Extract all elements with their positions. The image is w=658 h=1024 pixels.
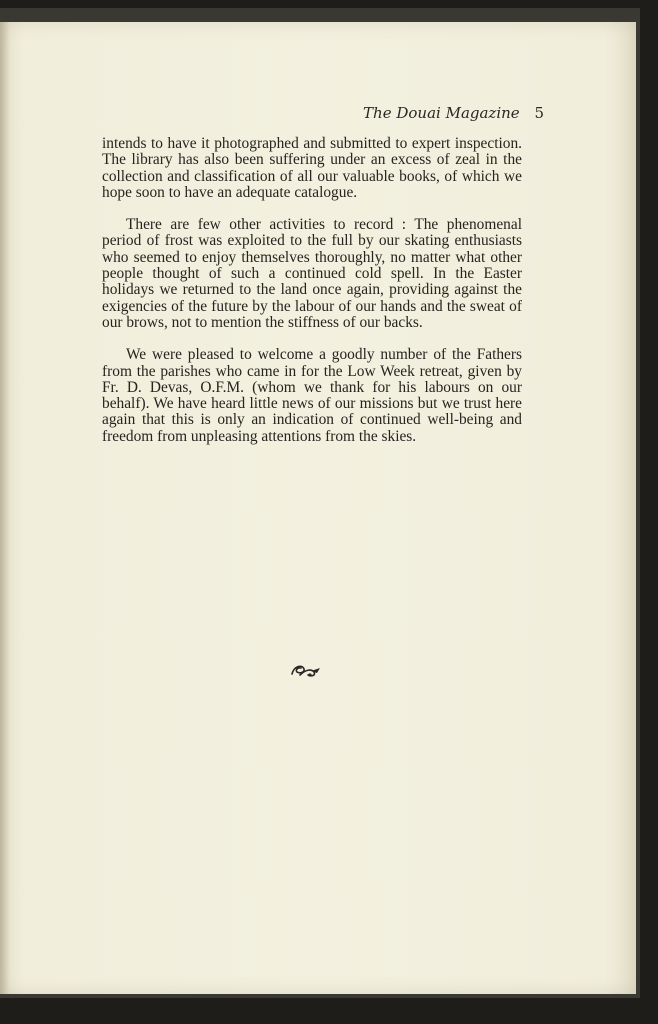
paragraph-continuation: intends to have it photographed and submitted to expert inspection. The library has also been suffering under an excess of zeal in the collection and classification of all our valuable books, of which we hope soon to have an adequate catalogue. — [102, 135, 522, 201]
running-head — [363, 104, 544, 122]
fleuron-ornament-icon — [286, 660, 326, 680]
running-head-title: The Douai Magazine — [363, 104, 520, 122]
paragraph-retreat: We were pleased to welcome a goodly number of the Fathers from the parishes who came in for the Low Week retreat, given by Fr. D. Devas, O.F.M. (whom we thank for his labours on our behalf). We have heard little news of our missions but we trust here again that this is only an indication of continued well-being and freedom from unpleasing attentions from the skies. — [102, 346, 522, 445]
body-text — [102, 136, 522, 461]
paragraph-activities: There are few other activities to record : The phenomenal period of frost was exploited to the full by our skating enthusiasts who seemed to enjoy themselves thoroughly, no matter what other people thought of such a continued cold spell. In the Easter holidays we returned to the land once again, providing against the exigencies of the future by the labour of our hands and the sweat of our brows, not to mention the stiffness of our backs. — [102, 216, 522, 331]
gutter-shadow — [0, 22, 10, 994]
page-number: 5 — [534, 104, 544, 122]
